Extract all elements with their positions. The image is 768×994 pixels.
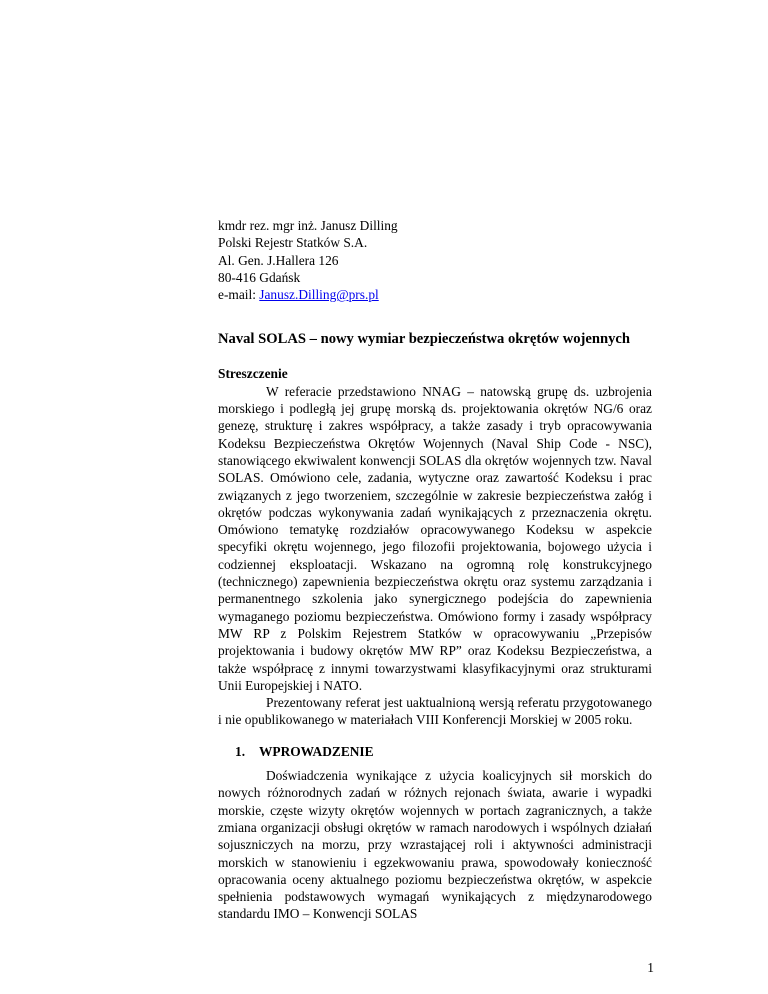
email-link[interactable]: Janusz.Dilling@prs.pl: [259, 287, 379, 303]
author-email-line: [218, 286, 652, 303]
abstract-paragraph-1: W referacie przedstawiono NNAG – natowską grupę ds. uzbrojenia morskiego i podległą jej grupę morską ds. projektowania okrętów NG/6 oraz genezę, strukturę i zakres współpracy, a także zasady i tryb opracowywania Kodeksu Bezpieczeństwa Okrętów Wojennych (Naval Ship Code - NSC), stanowiącego ekwiwalent konwencji SOLAS dla okrętów wojennych tzw. Naval SOLAS. Omówiono cele, zadania, wytyczne oraz zawartość Kodeksu i prac związanych z jego tworzeniem, szczególnie w zakresie bezpieczeństwa załóg i okrętów podczas wykonywania zadań wynikających z przeznaczenia okrętu. Omówiono tematykę rozdziałów opracowywanego Kodeksu w aspekcie specyfiki okrętu wojennego, jego filozofii projektowania, bojowego użycia i codziennej eksploatacji. Wskazano na ogromną rolę konstrukcyjnego (technicznego) zapewnienia bezpieczeństwa okrętu oraz systemu zarządzania i permanentnego szkolenia jako synergicznego podejścia do zapewnienia wymaganego poziomu bezpieczeństwa. Omówiono formy i zasady współpracy MW RP z Polskim Rejestrem Statków w opracowywaniu „Przepisów projektowania i budowy okrętów MW RP” oraz Kodeksu Bezpieczeństwa, a także współpracę z innymi towarzystwami klasyfikacyjnymi oraz strukturami Unii Europejskiej i NATO.: [218, 383, 652, 693]
page-number: 1: [647, 960, 654, 975]
author-organization: Polski Rejestr Statków S.A.: [218, 235, 368, 251]
section-paragraph-1: Doświadczenia wynikające z użycia koalicyjnych sił morskich do nowych różnorodnych zadań w różnych rejonach świata, awarie i wypadki morskie, częste wizyty okrętów wojennych w portach zagranicznych, a także zmiana organizacji obsługi okrętów w ramach narodowych i wspólnych działań sojuszniczych na morzu, przy wzrastającej roli i aktywności administracji morskich w stanowieniu i egzekwowaniu prawa, spowodowały konieczność opracowania oceny aktualnego poziomu bezpieczeństwa okrętów, w aspekcie spełnienia podstawowych wymagań wynikających z międzynarodowego standardu IMO – Konwencji SOLAS: [218, 768, 652, 922]
section-title: WPROWADZENIE: [259, 743, 374, 759]
abstract-paragraph-2: Prezentowany referat jest uaktualnioną wersją referatu przygotowanego i nie opublikowanego w materiałach VIII Konferencji Morskiej w 2005 roku.: [218, 695, 652, 728]
author-street: Al. Gen. J.Hallera 126: [218, 252, 339, 268]
page-content: [218, 217, 652, 923]
email-label: e-mail:: [218, 287, 260, 303]
section-heading: [235, 743, 652, 760]
section-number: 1.: [235, 743, 246, 759]
author-name: kmdr rez. mgr inż. Janusz Dilling: [218, 218, 398, 233]
abstract-heading: Streszczenie: [218, 366, 288, 382]
author-city: 80-416 Gdańsk: [218, 269, 301, 285]
author-address-block: [218, 217, 652, 303]
paper-title: Naval SOLAS – nowy wymiar bezpieczeństwa okrętów wojennych: [218, 331, 630, 348]
